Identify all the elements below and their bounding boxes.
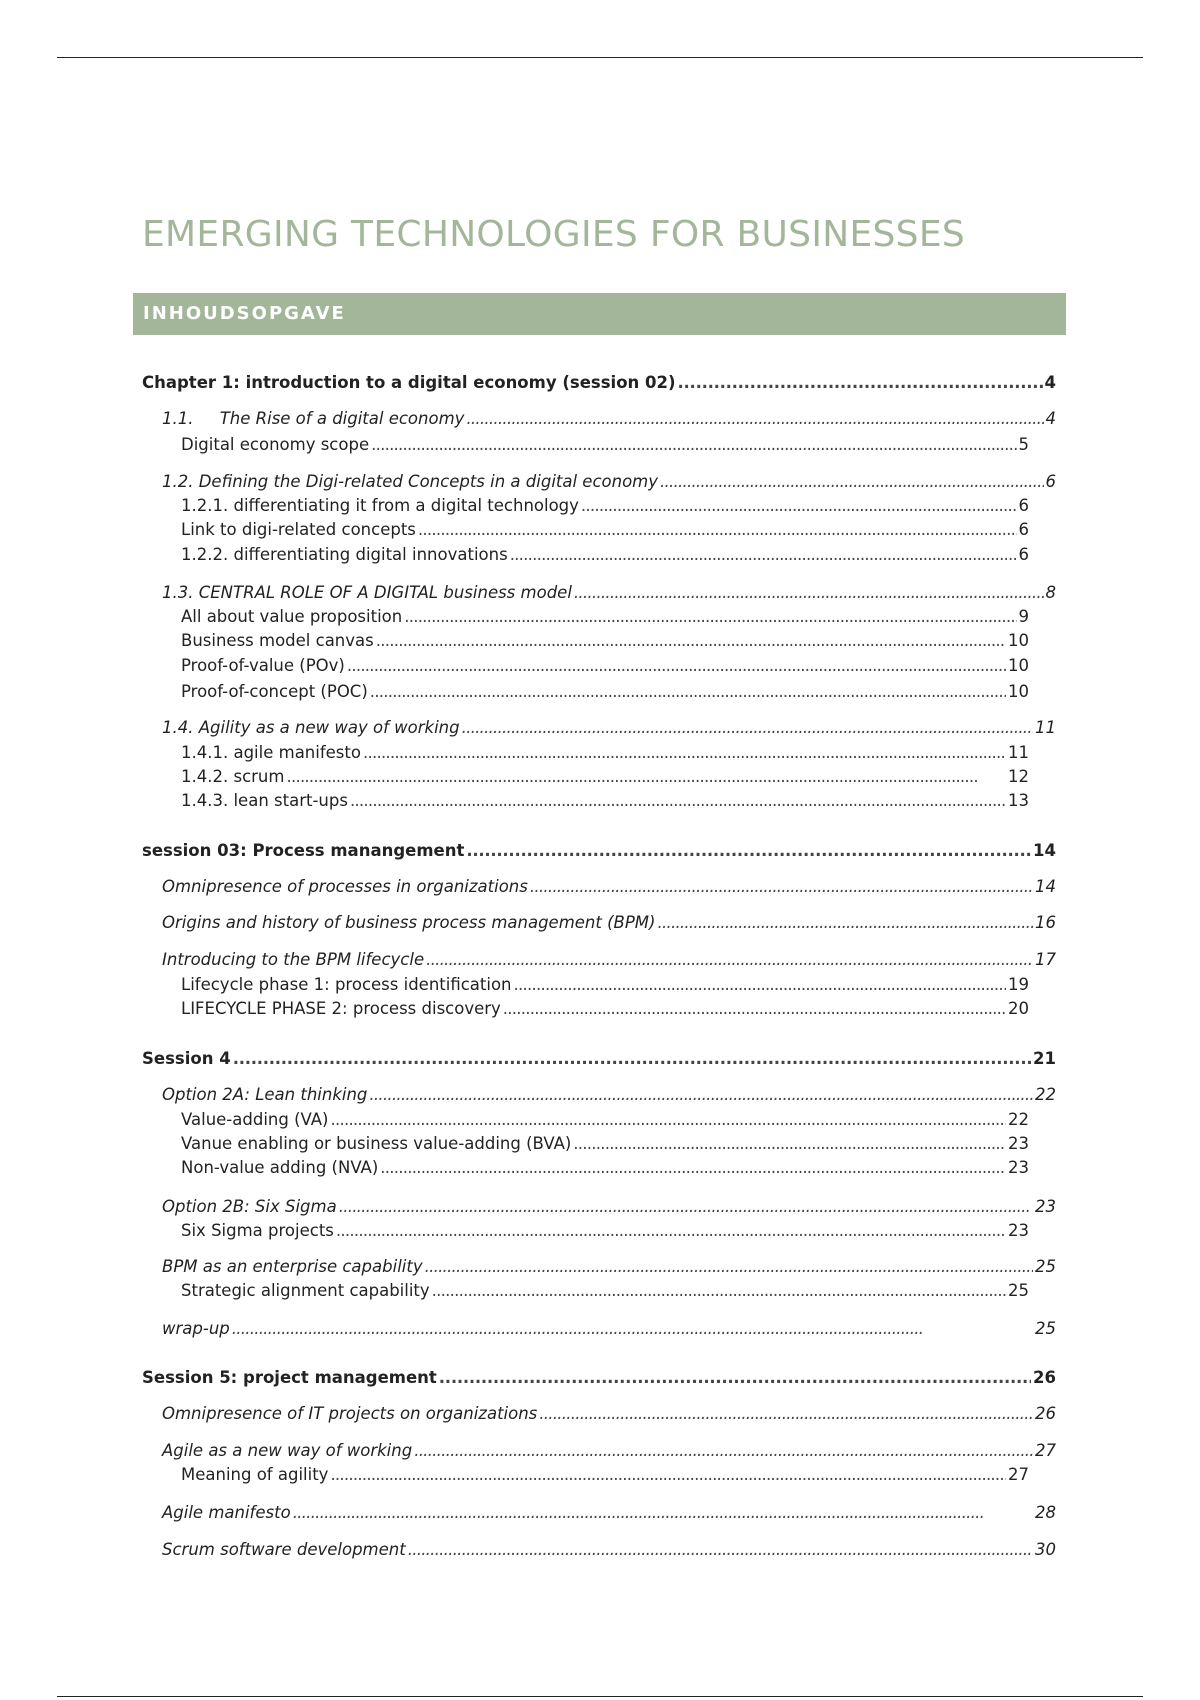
toc-entry[interactable]	[181, 973, 1029, 997]
toc-dot-leader	[510, 543, 1017, 567]
toc-entry-label: 1.4.1. agile manifesto	[181, 743, 361, 762]
toc-entry-label: Meaning of agility	[181, 1465, 329, 1484]
toc-entry[interactable]	[181, 1463, 1029, 1487]
toc-entry-label: 1.4.3. lean start-ups	[181, 791, 348, 810]
toc-entry-page-number: 14	[1035, 877, 1056, 896]
toc-entry[interactable]	[162, 581, 1056, 605]
toc-entry-page-number: 10	[1008, 656, 1029, 675]
toc-entry[interactable]	[162, 1255, 1056, 1279]
toc-entry[interactable]	[142, 1047, 1056, 1071]
toc-entry-page-number: 6	[1018, 496, 1029, 515]
toc-entry[interactable]	[162, 1439, 1056, 1463]
toc-entry-label: Link to digi-related concepts	[181, 520, 416, 539]
toc-entry-page-number: 13	[1008, 791, 1029, 810]
toc-entry[interactable]	[162, 1538, 1056, 1562]
toc-entry[interactable]	[181, 1108, 1029, 1132]
toc-entry-label: Origins and history of business process management (BPM)	[162, 913, 656, 932]
toc-dot-leader	[466, 839, 1031, 863]
toc-dot-leader	[286, 765, 1006, 789]
toc-entry[interactable]	[181, 1156, 1029, 1180]
toc-dot-leader	[426, 948, 1033, 972]
toc-entry-label: Session 4	[142, 1049, 231, 1068]
toc-entry[interactable]	[162, 470, 1056, 494]
toc-entry-page-number: 11	[1035, 718, 1056, 737]
toc-entry-page-number: 9	[1018, 607, 1029, 626]
toc-entry[interactable]	[162, 407, 1056, 431]
toc-dot-leader	[347, 654, 1006, 678]
toc-entry-page-number: 8	[1045, 583, 1056, 602]
toc-entry-label: Digital economy scope	[181, 435, 370, 454]
toc-dot-leader	[418, 518, 1017, 542]
toc-dot-leader	[503, 997, 1006, 1021]
toc-dot-leader	[363, 741, 1006, 765]
toc-entry[interactable]	[181, 518, 1029, 542]
toc-dot-leader	[462, 716, 1033, 740]
toc-dot-leader	[657, 911, 1033, 935]
toc-dot-leader	[339, 1195, 1033, 1219]
toc-entry-page-number: 20	[1008, 999, 1029, 1018]
toc-entry-page-number: 25	[1035, 1319, 1056, 1338]
toc-entry-label: 1.2.2. differentiating digital innovations	[181, 545, 508, 564]
toc-entry-page-number: 14	[1033, 841, 1056, 860]
toc-entry-label: Non-value adding (NVA)	[181, 1158, 379, 1177]
toc-entry[interactable]	[162, 1317, 1056, 1341]
toc-entry-page-number: 16	[1035, 913, 1056, 932]
toc-dot-leader	[573, 1132, 1006, 1156]
toc-dot-leader	[425, 1255, 1033, 1279]
toc-entry-page-number: 26	[1035, 1404, 1056, 1423]
toc-entry-label: 1.4. Agility as a new way of working	[162, 718, 460, 737]
toc-entry-page-number: 25	[1008, 1281, 1029, 1300]
toc-entry[interactable]	[181, 680, 1029, 704]
toc-entry-page-number: 25	[1035, 1257, 1056, 1276]
toc-entry-label: Chapter 1: introduction to a digital economy (session 02)	[142, 373, 676, 392]
toc-entry-label: 1.4.2. scrum	[181, 767, 285, 786]
toc-entry[interactable]	[162, 1195, 1056, 1219]
toc-entry-label: BPM as an enterprise capability	[162, 1257, 423, 1276]
toc-entry-label: Omnipresence of processes in organizations	[162, 877, 528, 896]
toc-entry-label: Lifecycle phase 1: process identification	[181, 975, 512, 994]
toc-entry-label: wrap-up	[162, 1319, 230, 1338]
toc-entry-page-number: 22	[1035, 1085, 1056, 1104]
toc-entry-page-number: 6	[1045, 472, 1056, 491]
toc-entry-page-number: 4	[1044, 373, 1056, 392]
toc-entry[interactable]	[142, 839, 1056, 863]
toc-entry[interactable]	[142, 371, 1056, 395]
toc-entry-page-number: 23	[1008, 1158, 1029, 1177]
toc-dot-leader	[293, 1501, 1033, 1525]
toc-entry[interactable]	[181, 433, 1029, 457]
toc-entry-label: 1.2.1. differentiating it from a digital technology	[181, 496, 579, 515]
toc-dot-leader	[432, 1279, 1006, 1303]
toc-entry-page-number: 27	[1035, 1441, 1056, 1460]
toc-entry[interactable]	[181, 765, 1029, 789]
toc-entry[interactable]	[181, 741, 1029, 765]
toc-dot-leader	[404, 605, 1016, 629]
toc-entry-page-number: 27	[1008, 1465, 1029, 1484]
toc-entry[interactable]	[181, 494, 1029, 518]
toc-entry-page-number: 21	[1033, 1049, 1056, 1068]
toc-dot-leader	[350, 789, 1006, 813]
toc-entry-label: Proof-of-value (POv)	[181, 656, 345, 675]
toc-entry-label: Business model canvas	[181, 631, 374, 650]
toc-entry[interactable]	[181, 789, 1029, 813]
toc-entry-label: Agile as a new way of working	[162, 1441, 413, 1460]
toc-dot-leader	[466, 407, 1043, 431]
toc-dot-leader	[581, 494, 1017, 518]
toc-entry-page-number: 12	[1008, 767, 1029, 786]
toc-dot-leader	[369, 1083, 1033, 1107]
toc-heading: INHOUDSOPGAVE	[133, 293, 1066, 335]
toc-entry[interactable]	[181, 1132, 1029, 1156]
toc-entry-label: Option 2A: Lean thinking	[162, 1085, 368, 1104]
toc-entry-page-number: 17	[1035, 950, 1056, 969]
toc-entry-label: Value-adding (VA)	[181, 1110, 329, 1129]
toc-entry-page-number: 6	[1018, 545, 1029, 564]
document-title: EMERGING TECHNOLOGIES FOR BUSINESSES	[142, 214, 966, 255]
toc-entry-page-number: 11	[1008, 743, 1029, 762]
toc-entry[interactable]	[162, 1083, 1056, 1107]
bottom-rule	[57, 1696, 1143, 1697]
toc-entry-page-number: 6	[1018, 520, 1029, 539]
toc-entry[interactable]	[162, 911, 1056, 935]
toc-entry[interactable]	[162, 948, 1056, 972]
toc-entry-page-number: 10	[1008, 682, 1029, 701]
toc-dot-leader	[539, 1402, 1033, 1426]
toc-entry-label: 1.3. CENTRAL ROLE OF A DIGITAL business model	[162, 583, 572, 602]
toc-entry[interactable]	[181, 605, 1029, 629]
toc-entry[interactable]	[162, 716, 1056, 740]
toc-entry[interactable]	[181, 543, 1029, 567]
toc-dot-leader	[371, 433, 1016, 457]
toc-entry[interactable]	[181, 629, 1029, 653]
toc-entry-label: Scrum software development	[162, 1540, 406, 1559]
toc-dot-leader	[330, 1463, 1006, 1487]
toc-entry-page-number: 28	[1035, 1503, 1056, 1522]
toc-dot-leader	[414, 1439, 1033, 1463]
toc-dot-leader	[514, 973, 1006, 997]
toc-entry-page-number: 23	[1035, 1197, 1056, 1216]
toc-entry-label: LIFECYCLE PHASE 2: process discovery	[181, 999, 501, 1018]
toc-entry-label: All about value proposition	[181, 607, 403, 626]
toc-dot-leader	[574, 581, 1044, 605]
toc-entry-label: Strategic alignment capability	[181, 1281, 430, 1300]
toc-entry[interactable]	[181, 1219, 1029, 1243]
toc-dot-leader	[530, 875, 1033, 899]
toc-entry-page-number: 4	[1045, 409, 1056, 428]
toc-dot-leader	[233, 1047, 1031, 1071]
toc-entry-label: Session 5: project management	[142, 1368, 437, 1387]
toc-entry[interactable]	[181, 997, 1029, 1021]
toc-dot-leader	[232, 1317, 1033, 1341]
toc-entry-label: Agile manifesto	[162, 1503, 291, 1522]
toc-entry[interactable]	[181, 1279, 1029, 1303]
toc-dot-leader	[380, 1156, 1006, 1180]
toc-entry-label: Introducing to the BPM lifecycle	[162, 950, 425, 969]
toc-dot-leader	[330, 1108, 1006, 1132]
toc-entry-page-number: 23	[1008, 1134, 1029, 1153]
toc-dot-leader	[660, 470, 1043, 494]
toc-entry[interactable]	[142, 1366, 1056, 1390]
toc-entry-page-number: 22	[1008, 1110, 1029, 1129]
toc-entry-page-number: 30	[1035, 1540, 1056, 1559]
toc-entry-label: Proof-of-concept (POC)	[181, 682, 368, 701]
toc-entry[interactable]	[162, 1501, 1056, 1525]
toc-entry-label: Vanue enabling or business value-adding (BVA)	[181, 1134, 572, 1153]
toc-dot-leader	[336, 1219, 1006, 1243]
toc-entry-label: Six Sigma projects	[181, 1221, 334, 1240]
toc-entry-label: Option 2B: Six Sigma	[162, 1197, 337, 1216]
toc-entry-label: 1.2. Defining the Digi-related Concepts in a digital economy	[162, 472, 659, 491]
toc-entry-label: 1.1. The Rise of a digital economy	[162, 409, 465, 428]
toc-entry-page-number: 19	[1008, 975, 1029, 994]
toc-entry-label: Omnipresence of IT projects on organizations	[162, 1404, 538, 1423]
toc-entry[interactable]	[162, 875, 1056, 899]
toc-entry[interactable]	[162, 1402, 1056, 1426]
toc-dot-leader	[439, 1366, 1031, 1390]
toc-entry-page-number: 5	[1018, 435, 1029, 454]
toc-entry-page-number: 23	[1008, 1221, 1029, 1240]
toc-dot-leader	[376, 629, 1006, 653]
toc-dot-leader	[678, 371, 1043, 395]
toc-entry-label: session 03: Process manangement	[142, 841, 465, 860]
toc-entry-page-number: 26	[1033, 1368, 1056, 1387]
toc-dot-leader	[408, 1538, 1033, 1562]
toc-dot-leader	[370, 680, 1006, 704]
toc-entry[interactable]	[181, 654, 1029, 678]
toc-entry-page-number: 10	[1008, 631, 1029, 650]
